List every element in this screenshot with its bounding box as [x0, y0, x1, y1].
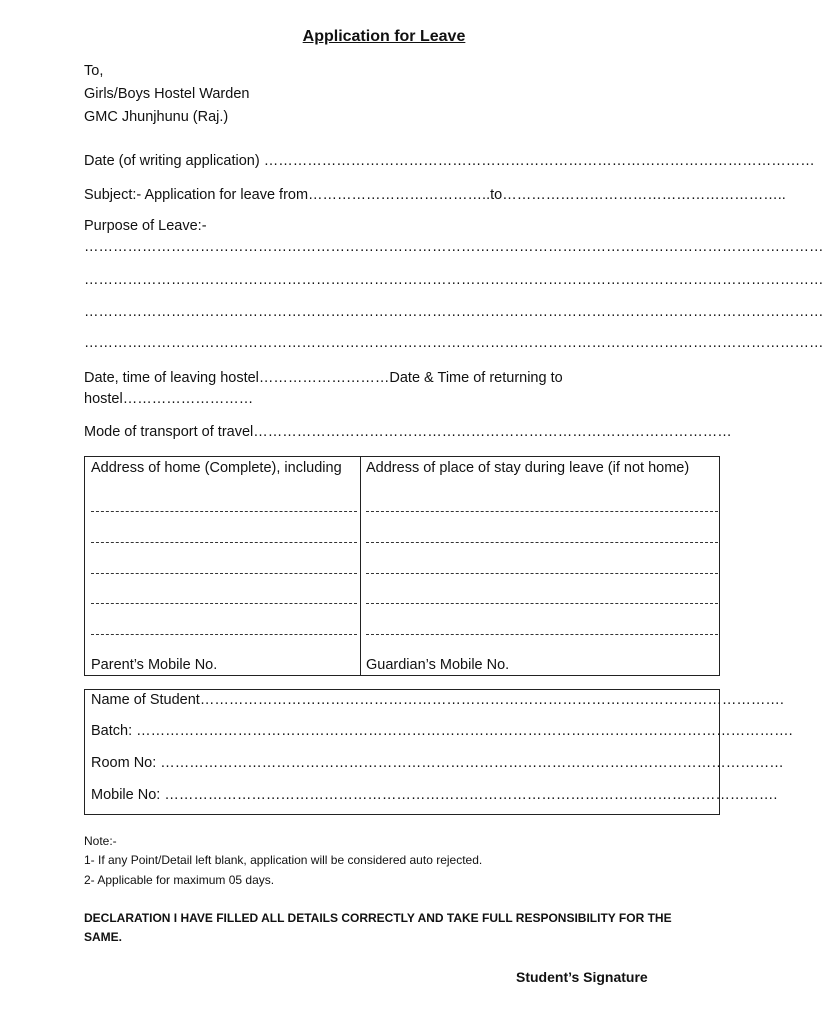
student-details-box: [84, 689, 793, 815]
student-name-field[interactable]: Name of Student………………………………………………………………………………………………………….: [91, 692, 784, 708]
batch-field[interactable]: Batch: ……………………………………………………………………………………………………………………….: [91, 723, 793, 739]
purpose-line[interactable]: ………………………………………………………………………………………………………………………………………: [84, 272, 824, 288]
note-heading: Note:-: [84, 834, 117, 848]
stay-address-line[interactable]: [366, 634, 718, 635]
subject-field[interactable]: Subject:- Application for leave from………………………………..to…………………………………………………..: [84, 187, 786, 203]
purpose-label: Purpose of Leave:-: [84, 218, 207, 234]
purpose-line[interactable]: ………………………………………………………………………………………………………………………………………: [84, 304, 824, 320]
student-signature-label: Student’s Signature: [516, 969, 648, 985]
note-item: 2- Applicable for maximum 05 days.: [84, 873, 275, 887]
stay-address-line[interactable]: [366, 511, 718, 512]
home-address-line[interactable]: [91, 542, 357, 543]
home-address-header: Address of home (Complete), including: [91, 460, 342, 476]
note-item: 1- If any Point/Detail left blank, application will be considered auto rejected.: [84, 853, 483, 867]
stay-address-line[interactable]: [366, 573, 718, 574]
purpose-line[interactable]: ………………………………………………………………………………………………………………………………………: [84, 239, 824, 255]
room-number-field[interactable]: Room No: …………………………………………………………………………………………………………………: [91, 755, 784, 771]
home-address-line[interactable]: [91, 511, 357, 512]
home-address-line[interactable]: [91, 573, 357, 574]
address-to: To,: [84, 63, 104, 79]
stay-address-header: Address of place of stay during leave (if not home): [366, 460, 690, 476]
transport-field[interactable]: Mode of transport of travel………………………………………………………………………………………: [84, 424, 732, 440]
declaration-text: DECLARATION I HAVE FILLED ALL DETAILS CORRECTLY AND TAKE FULL RESPONSIBILITY FOR THE: [84, 911, 672, 925]
address-recipient: Girls/Boys Hostel Warden: [84, 86, 250, 102]
stay-address-line[interactable]: [366, 603, 718, 604]
stay-address-line[interactable]: [366, 542, 718, 543]
leaving-returning-field[interactable]: Date, time of leaving hostel………………………Date & Time of returning to: [84, 370, 563, 386]
student-mobile-field[interactable]: Mobile No: ……………………………………………………………………………………………………………….: [91, 787, 778, 803]
home-address-line[interactable]: [91, 634, 357, 635]
purpose-line[interactable]: ………………………………………………………………………………………………………………………………………: [84, 335, 824, 351]
home-address-line[interactable]: [91, 603, 357, 604]
page-title: Application for Leave: [302, 28, 466, 45]
declaration-text: SAME.: [84, 930, 123, 944]
address-institution: GMC Jhunjhunu (Raj.): [84, 109, 229, 125]
guardian-mobile-label: Guardian’s Mobile No.: [366, 657, 510, 673]
date-of-writing-field[interactable]: Date (of writing application) ……………………………………………………………………………………………………: [84, 153, 815, 169]
column-divider: [360, 457, 361, 675]
returning-hostel-field[interactable]: hostel………………………: [84, 391, 254, 407]
contact-address-box: [84, 456, 720, 676]
parent-mobile-label: Parent’s Mobile No.: [91, 657, 218, 673]
